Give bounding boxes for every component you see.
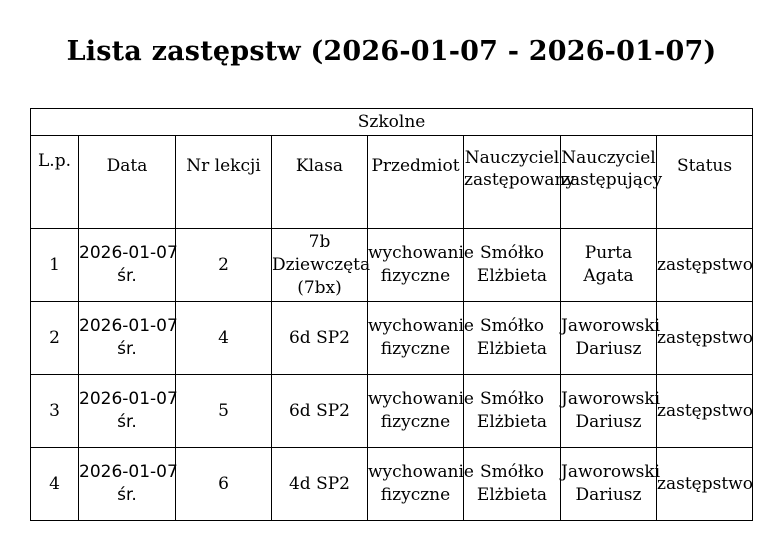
cell-substitute-teacher [561,448,661,521]
cell-absent-line1: Smółko [479,316,545,336]
cell-subject-line1: wychowanie [368,243,474,263]
cell-day-value: śr. [117,266,137,286]
cell-substitute-line2: Dariusz [575,339,642,359]
cell-substitute-line1: Jaworowski [561,389,661,409]
cell-lesson: 6 [176,448,272,521]
cell-subject-line1: wychowanie [368,316,474,336]
cell-class-line1: 6d SP2 [288,400,350,421]
cell-date [79,448,176,521]
cell-date-value: 2026-01-07 [79,243,178,263]
cell-subject [368,448,474,521]
header-absent-line2: zastępowany [464,170,576,190]
cell-absent-line2: Elżbieta [476,339,548,359]
cell-subject-line2: fizyczne [380,339,451,359]
header-substitute-line2: zastępujący [561,170,663,190]
header-status: Status [657,136,753,229]
cell-substitute-line2: Agata [583,266,634,286]
cell-substitute-line1: Purta [584,243,633,263]
header-absent-line1: Nauczyciel [464,148,560,168]
cell-absent-line2: Elżbieta [476,485,548,505]
cell-absent-line2: Elżbieta [476,412,548,432]
cell-date-value: 2026-01-07 [79,316,178,336]
cell-date [79,375,176,448]
cell-class [272,448,368,521]
section-row [31,109,753,136]
cell-substitute-teacher [561,375,661,448]
cell-substitute-line2: Dariusz [575,412,642,432]
cell-substitute-line2: Dariusz [575,485,642,505]
header-lp: L.p. [31,136,79,229]
cell-status: zastępstwo [657,448,753,521]
cell-lesson: 2 [176,229,272,302]
cell-absent-teacher [464,302,561,375]
header-date: Data [79,136,176,229]
cell-substitute-line1: Jaworowski [561,316,661,336]
table-row [31,448,753,521]
cell-absent-teacher [464,375,561,448]
header-lesson: Nr lekcji [176,136,272,229]
table-row [31,302,753,375]
cell-subject [368,375,474,448]
substitutions-table [30,108,753,521]
header-class: Klasa [272,136,368,229]
cell-substitute-teacher [561,229,657,302]
cell-day-value: śr. [117,412,137,432]
cell-absent-line1: Smółko [479,243,545,263]
cell-lp: 2 [31,302,79,375]
header-absent-teacher [464,136,576,229]
cell-lp: 3 [31,375,79,448]
cell-day-value: śr. [117,339,137,359]
cell-lesson: 5 [176,375,272,448]
cell-status: zastępstwo [657,229,753,302]
cell-lp: 4 [31,448,79,521]
cell-class-line1: 4d SP2 [288,473,350,494]
cell-subject-line2: fizyczne [380,485,451,505]
cell-subject-line2: fizyczne [380,266,451,286]
cell-date [79,229,176,302]
cell-class-line3: (7bx) [297,277,342,298]
page-title: Lista zastępstw (2026-01-07 - 2026-01-07) [66,36,717,67]
table-row [31,229,753,302]
cell-lesson: 4 [176,302,272,375]
cell-date-value: 2026-01-07 [79,389,178,409]
cell-day-value: śr. [117,485,137,505]
section-title: Szkolne [31,109,753,136]
cell-subject [368,302,474,375]
cell-status: zastępstwo [657,375,753,448]
cell-class-line1: 7b [308,231,331,252]
cell-date-value: 2026-01-07 [79,462,178,482]
cell-subject-line1: wychowanie [368,389,474,409]
cell-class [272,229,371,302]
table-row [31,375,753,448]
cell-absent-line1: Smółko [479,389,545,409]
cell-subject-line2: fizyczne [380,412,451,432]
cell-class [272,302,368,375]
header-row [31,136,753,229]
cell-date [79,302,176,375]
cell-subject-line1: wychowanie [368,462,474,482]
cell-class [272,375,368,448]
cell-absent-line2: Elżbieta [476,266,548,286]
header-subject: Przedmiot [368,136,464,229]
cell-substitute-line1: Jaworowski [561,462,661,482]
cell-lp: 1 [31,229,79,302]
cell-absent-teacher [464,448,561,521]
cell-class-line2: Dziewczęta [272,254,371,275]
header-substitute-teacher [561,136,663,229]
cell-absent-teacher [464,229,561,302]
cell-absent-line1: Smółko [479,462,545,482]
cell-status: zastępstwo [657,302,753,375]
cell-substitute-teacher [561,302,661,375]
cell-class-line1: 6d SP2 [288,327,350,348]
header-substitute-line1: Nauczyciel [561,148,656,168]
cell-subject [368,229,474,302]
